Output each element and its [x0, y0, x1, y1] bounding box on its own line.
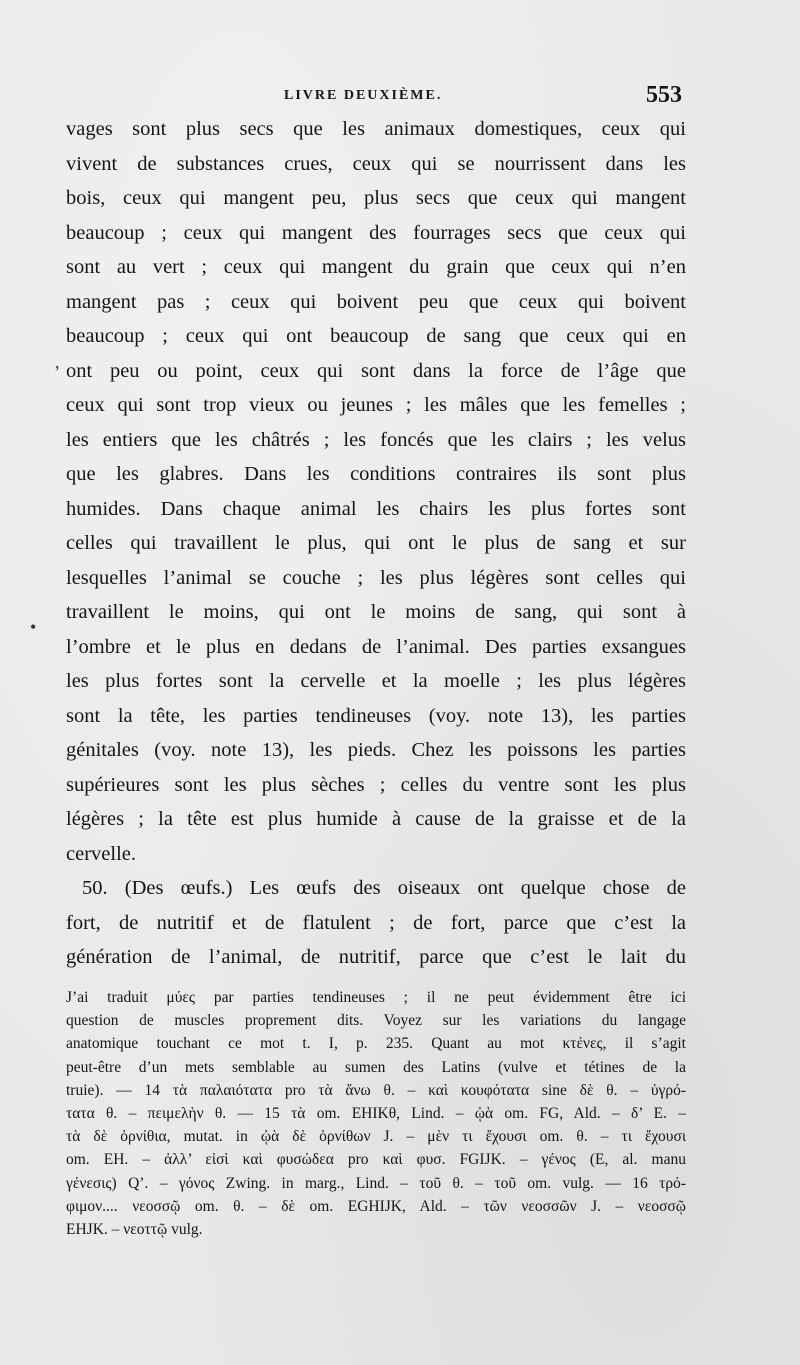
footnote-line: om. EH. – ἀλλ’ εἰσὶ καὶ φυσώδεα pro καὶ φυσ. FGIJK. – γένος (E, al. manu — [66, 1151, 686, 1169]
text-line: supérieures sont les plus sèches ; celles du ventre sont les plus — [66, 773, 686, 796]
main-text — [66, 112, 686, 975]
text-line: les entiers que les châtrés ; les foncés que les clairs ; les velus — [66, 428, 686, 451]
text-line: bois, ceux qui mangent peu, plus secs que ceux qui mangent — [66, 187, 686, 209]
footnotes — [66, 986, 686, 1241]
text-line: celles qui travaillent le plus, qui ont le plus de sang et sur — [66, 532, 686, 554]
text-line: ceux qui sont trop vieux ou jeunes ; les mâles que les femelles ; — [66, 394, 686, 416]
margin-comma-mark: , — [55, 352, 60, 372]
running-title: LIVRE DEUXIÈME. — [284, 88, 443, 103]
footnote-line: τὰ δὲ ὀρνίθια, mutat. in ᾠὰ δὲ ὀρνίθων J. – μὲν τι ἔχουσι om. θ. – τι ἔχουσι — [66, 1128, 686, 1146]
footnote-line: truie). — 14 τὰ παλαιότατα pro τὰ ἄνω θ. – καὶ κουφότατα sine δὲ θ. – ὑγρό- — [66, 1081, 686, 1099]
section-50-start-line: 50. (Des œufs.) Les œufs des oiseaux ont quelque chose de — [82, 877, 686, 899]
text-line: sont la tête, les parties tendineuses (voy. note 13), les parties — [66, 704, 686, 727]
footnote-line: τατα θ. – πειμελὴν θ. — 15 τὰ om. EHIKθ, Lind. – ᾠὰ om. FG, Ald. – δ’ E. – — [66, 1104, 686, 1122]
text-line: légères ; la tête est plus humide à cause de la graisse et de la — [66, 808, 686, 830]
footnote-line: J’ai traduit μύες par parties tendineuses ; il ne peut évidemment être ici — [66, 989, 686, 1006]
footnote-line: EHJK. – νεοττῷ vulg. — [66, 1220, 203, 1238]
footnote-line: anatomique touchant ce mot t. I, p. 235. Quant au mot κτένες, il s’agit — [66, 1035, 686, 1053]
text-line: génitales (voy. note 13), les pieds. Chez les poissons les parties — [66, 739, 686, 761]
text-line: sont au vert ; ceux qui mangent du grain que ceux qui n’en — [66, 256, 686, 278]
text-line: l’ombre et le plus en dedans de l’animal. Des parties exsangues — [66, 635, 686, 658]
text-line: cervelle. — [66, 842, 136, 865]
footnote-line: question de muscles proprement dits. Voyez sur les variations du langage — [66, 1012, 686, 1030]
text-line: les plus fortes sont la cervelle et la moelle ; les plus légères — [66, 670, 686, 692]
text-line: génération de l’animal, de nutritif, parce que c’est le lait du — [66, 946, 686, 968]
text-line: humides. Dans chaque animal les chairs les plus fortes sont — [66, 497, 686, 520]
text-line: fort, de nutritif et de flatulent ; de fort, parce que c’est la — [66, 911, 686, 934]
running-header — [66, 82, 686, 112]
text-line: mangent pas ; ceux qui boivent peu que ceux qui boivent — [66, 290, 686, 313]
footnote-line: peut-être d’un mets semblable au sumen des Latins (vulve et tétines de la — [66, 1058, 686, 1076]
text-line: travaillent le moins, qui ont le moins de sang, qui sont à — [66, 601, 686, 623]
footnote-line: γένεσις) Q’. – γόνος Zwing. in marg., Lind. – τοῦ θ. – τοῦ om. vulg. — 16 τρό- — [66, 1174, 686, 1192]
text-line: vages sont plus secs que les animaux domestiques, ceux qui — [66, 118, 686, 140]
text-line: lesquelles l’animal se couche ; les plus légères sont celles qui — [66, 566, 686, 589]
text-line: beaucoup ; ceux qui ont beaucoup de sang que ceux qui en — [66, 325, 686, 347]
page-number: 553 — [646, 82, 682, 108]
text-line: beaucoup ; ceux qui mangent des fourrages secs que ceux qui — [66, 221, 686, 244]
text-line: ont peu ou point, ceux qui sont dans la force de l’âge que — [66, 359, 686, 382]
text-line: que les glabres. Dans les conditions contraires ils sont plus — [66, 463, 686, 485]
footnote-line: φιμον.... νεοσσῷ om. θ. – δὲ om. EGHIJK, Ald. – τῶν νεοσσῶν J. – νεοσσῷ — [66, 1197, 686, 1215]
margin-dot-mark: • — [30, 617, 37, 637]
text-line: vivent de substances crues, ceux qui se nourrissent dans les — [66, 152, 686, 175]
